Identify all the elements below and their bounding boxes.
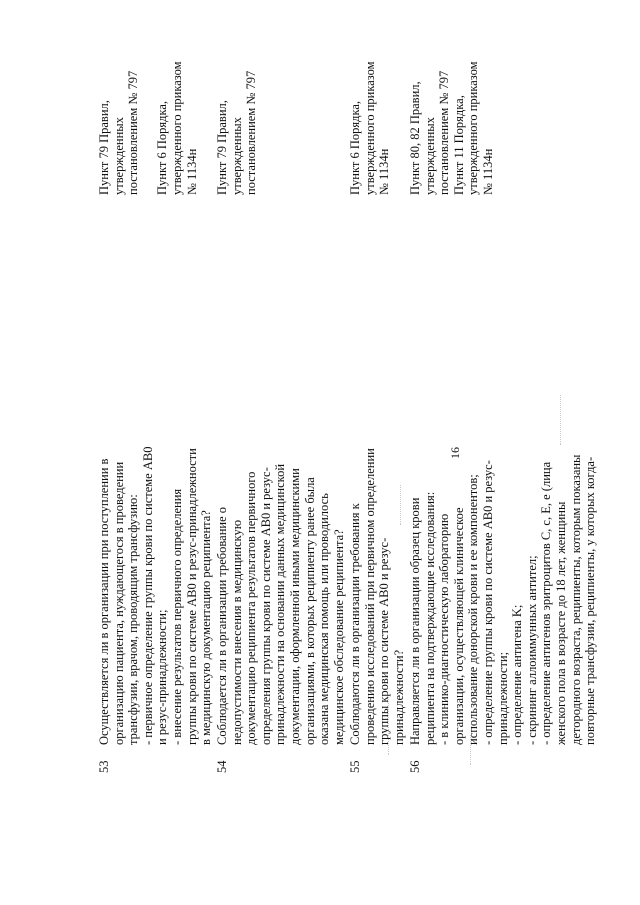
legal-reference: Пункт 79 Правил, утвержденных постановлением № 797 (215, 70, 259, 195)
legal-reference: Пункт 79 Правил, утвержденных постановлением № 797 Пункт 6 Порядка, утвержденного приказом № 1134н (97, 61, 199, 195)
row-number: 55 (348, 760, 362, 773)
requirement-question: Осуществляется ли в организации при поступлении в организацию пациента, нуждающегося в проведении трансфузии, врачом, проводящим трансфузию: - первичное определение группы крови по системе АВ0 и резус-принадлежности; - внесение результатов первичного определения группы крови по системе АВ0 и резус-принадлежности в медицинскую документацию реципиента? (97, 446, 214, 745)
page-number: 16 (448, 447, 462, 459)
row-number: 56 (408, 760, 422, 773)
requirement-question: Направляется ли в организации образец крови реципиента на подтверждающие исследования: - в клинико-диагностическую лабораторию организации, осуществляющей клиническое использование донорской крови и ее компонентов; - определение группы крови по системе АВ0 и резус- принадлежности; - определение антигена K; - скрининг аллоиммунных антител; - определение антигенов эритроцитов C, c, E, e (лица женского пола в возрасте до 18 лет, женщины детородного возраста, реципиенты, которым показаны повторные трансфузии, реципиенты, у которых когда- (408, 454, 598, 745)
requirement-question: Соблюдается ли в организации требование о недопустимости внесения в медицинскую документацию реципиента результатов первичного определения группы крови по системе АВ0 и резус- принадлежности на основании данных медицинской документации, оформленной иными медицинскими организациями, в которых реципиенту ранее была оказана медицинская помощь или проводилось медицинское обследование реципиента? (215, 463, 346, 745)
row-number: 54 (215, 760, 229, 773)
legal-reference: Пункт 6 Порядка, утвержденного приказом № 1134н (348, 61, 392, 195)
row-number: 53 (97, 760, 111, 773)
legal-reference: Пункт 80, 82 Правил, утвержденных постановлением № 797 Пункт 11 Порядка, утвержденного приказом № 1134н (408, 61, 495, 195)
requirement-question: Соблюдаются ли в организации требования к проведению исследований при первичном определении группы крови по системе АВ0 и резус- принадлежности? (348, 448, 406, 745)
